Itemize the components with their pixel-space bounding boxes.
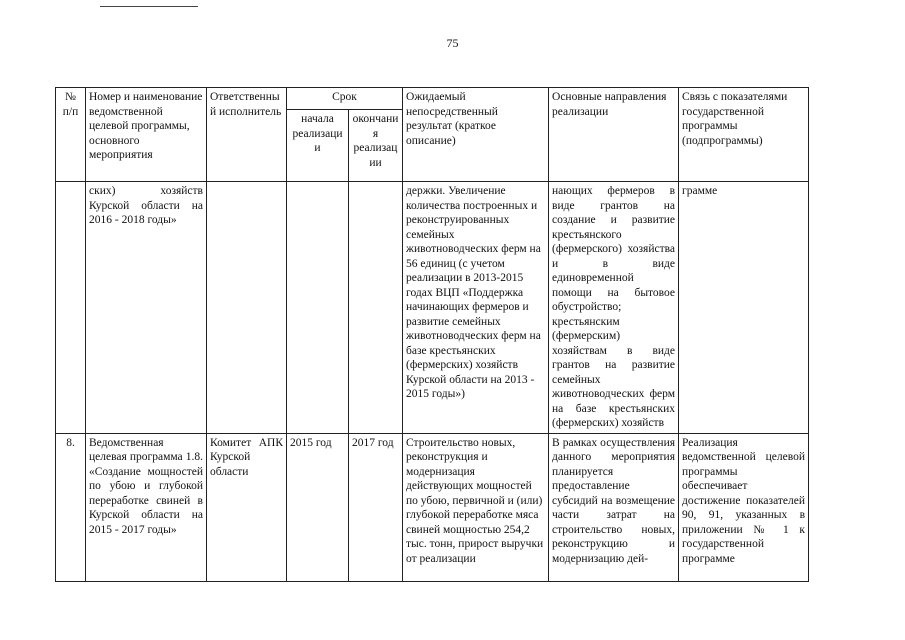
header-num: № п/п (56, 88, 86, 182)
row-start: 2015 год (287, 433, 349, 581)
row-link: Реализация ведомственной целевой программы обеспечивает достижение показателей 90, 91, указанных в приложении № 1 к государственной программе (679, 433, 809, 581)
row-end (349, 182, 403, 434)
header-row (56, 88, 809, 110)
page-number: 75 (446, 36, 459, 50)
header-term-end: окончания реализации (349, 110, 403, 182)
row-directions: нающих фермеров в виде грантов на создание и развитие крестьянского (фермерского) хозяйства и в виде единовременной помощи на бытовое обустройство; крестьянским (фермерским) хозяйствам в виде грантов на развитие семейных животноводческих ферм на базе крестьянских (фермерских) хозяйств (549, 182, 679, 434)
measures-table (55, 87, 809, 582)
top-rule (100, 6, 198, 7)
row-result: Строительство новых, реконструкция и модернизация действующих мощностей по убою, первичной и (или) глубокой переработке мяса свиней мощностью 254,2 тыс. тонн, прирост выручки от реализации (403, 433, 549, 581)
header-term: Срок (287, 88, 403, 110)
header-term-start: начала реализации (287, 110, 349, 182)
row-num: 8. (56, 433, 86, 581)
table-row (56, 182, 809, 434)
row-directions: В рамках осуществления данного мероприятия планируется предоставление субсидий на возмещение части затрат на строительство новых, реконструкцию и модернизацию дей- (549, 433, 679, 581)
row-executor: Комитет АПК Курской области (207, 433, 287, 581)
header-link: Связь с показателями государственной программы (подпрограммы) (679, 88, 809, 182)
row-start (287, 182, 349, 434)
header-result: Ожидаемый непосредственный результат (краткое описание) (403, 88, 549, 182)
row-executor (207, 182, 287, 434)
row-result: держки. Увеличение количества построенных и реконструированных семейных животноводческих ферм на 56 единиц (с учетом реализации в 2013-2015 годах ВЦП «Поддержка начинающих фермеров и развитие семейных животноводческих ферм на базе крестьянских (фермерских) хозяйств Курской области на 2013 - 2015 годы») (403, 182, 549, 434)
row-name: Ведомственная целевая программа 1.8. «Создание мощностей по убою и глубокой переработке свиней в Курской области на 2015 - 2017 годы» (86, 433, 207, 581)
row-num (56, 182, 86, 434)
header-directions: Основные направления реализации (549, 88, 679, 182)
row-name: ских) хозяйств Курской области на 2016 - 2018 годы» (86, 182, 207, 434)
row-link: грамме (679, 182, 809, 434)
header-executor: Ответственный исполнитель (207, 88, 287, 182)
header-name: Номер и наименование ведомственной целевой программы, основного мероприятия (86, 88, 207, 182)
row-end: 2017 год (349, 433, 403, 581)
table-row (56, 433, 809, 581)
